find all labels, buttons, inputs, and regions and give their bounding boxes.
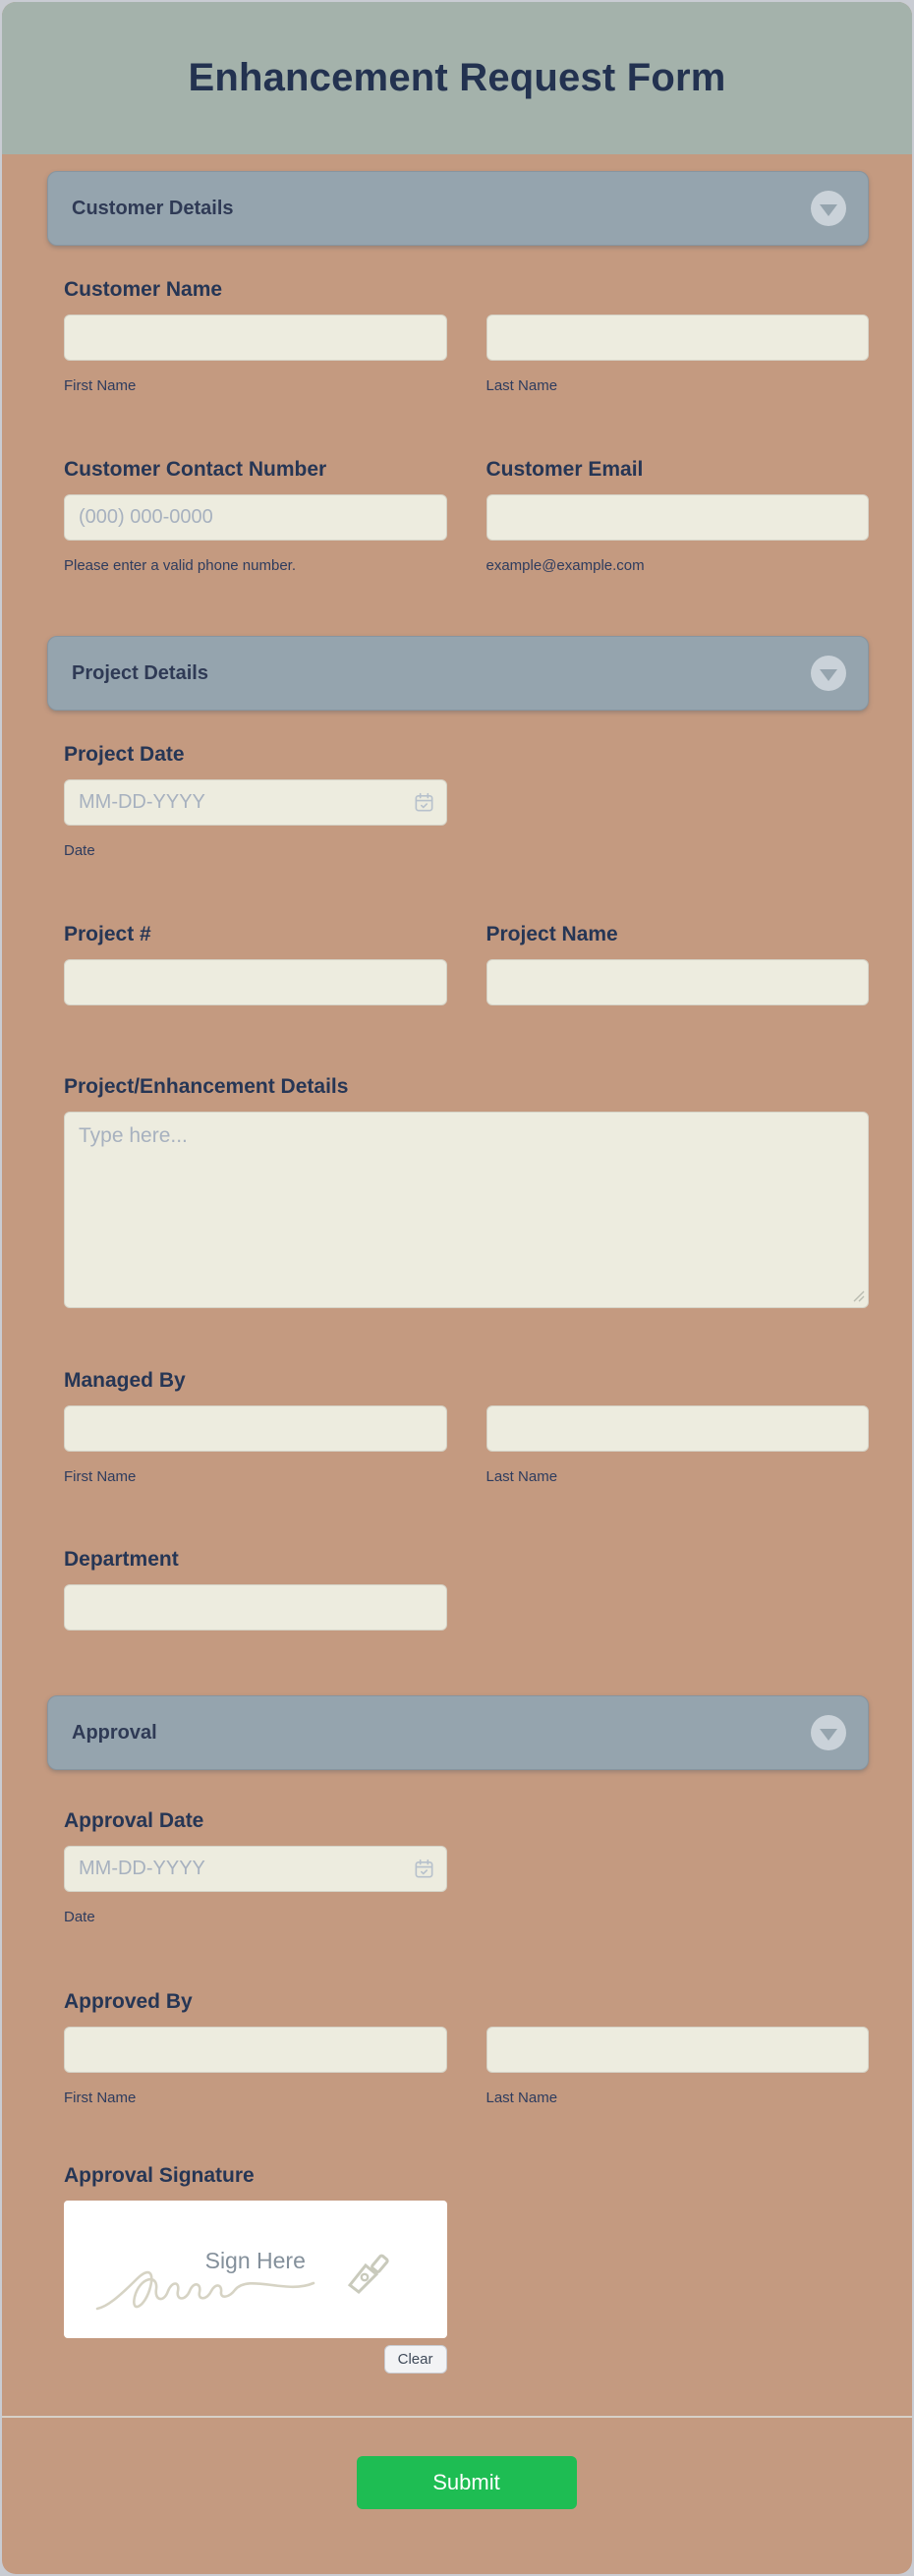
chevron-down-glyph	[820, 1729, 837, 1741]
customer-email-input[interactable]	[486, 494, 870, 541]
approved-by-last-name-input[interactable]	[486, 2027, 870, 2073]
sign-here-text: Sign Here	[204, 2248, 306, 2273]
email-hint: example@example.com	[486, 557, 645, 574]
calendar-icon[interactable]	[413, 1858, 435, 1880]
field-department	[64, 1548, 869, 1631]
field-approval-signature	[64, 2164, 869, 2374]
date-sublabel: Date	[64, 1909, 95, 1925]
field-label: Department	[64, 1548, 179, 1571]
field-label: Project #	[64, 923, 151, 945]
field-approval-date	[64, 1809, 869, 1926]
field-label: Customer Name	[64, 278, 223, 301]
department-input[interactable]	[64, 1584, 447, 1631]
field-label: Project Date	[64, 743, 185, 766]
phone-hint: Please enter a valid phone number.	[64, 557, 296, 574]
project-details-textarea[interactable]	[64, 1112, 869, 1308]
section-title: Approval	[72, 1721, 157, 1744]
first-name-sublabel: First Name	[64, 2089, 137, 2106]
last-name-sublabel: Last Name	[486, 2089, 558, 2106]
project-number-input[interactable]	[64, 959, 447, 1005]
signature-pad[interactable]	[64, 2201, 447, 2338]
customer-first-name-input[interactable]	[64, 315, 447, 361]
field-label: Project/Enhancement Details	[64, 1075, 349, 1098]
approval-date-input[interactable]	[64, 1846, 447, 1892]
form-card	[2, 2, 912, 2574]
managed-by-first-name-input[interactable]	[64, 1405, 447, 1452]
field-label: Managed By	[64, 1369, 186, 1392]
managed-by-last-name-input[interactable]	[486, 1405, 870, 1452]
customer-last-name-input[interactable]	[486, 315, 870, 361]
section-header-customer-details[interactable]	[47, 171, 869, 246]
field-project-date	[64, 743, 869, 860]
field-label: Customer Email	[486, 458, 644, 481]
customer-phone-input[interactable]	[64, 494, 447, 541]
page-title: Enhancement Request Form	[188, 56, 726, 99]
submit-button[interactable]: Submit	[357, 2456, 577, 2509]
field-managed-by	[64, 1369, 869, 1486]
field-customer-name	[64, 278, 869, 395]
field-label: Approval Date	[64, 1809, 204, 1832]
field-project-details	[64, 1075, 869, 1308]
clear-signature-button[interactable]: Clear	[384, 2345, 447, 2374]
section-title: Project Details	[72, 661, 208, 684]
first-name-sublabel: First Name	[64, 377, 137, 394]
field-label: Project Name	[486, 923, 618, 945]
last-name-sublabel: Last Name	[486, 1468, 558, 1485]
pen-nib-icon	[346, 2254, 393, 2297]
project-name-input[interactable]	[486, 959, 870, 1005]
field-approved-by	[64, 1990, 869, 2107]
field-label: Approval Signature	[64, 2164, 255, 2187]
first-name-sublabel: First Name	[64, 1468, 137, 1485]
chevron-down-icon[interactable]	[811, 656, 846, 691]
field-row-contact-email	[64, 458, 869, 575]
submit-row	[64, 2418, 869, 2574]
form-header	[2, 2, 912, 154]
field-label: Customer Contact Number	[64, 458, 327, 481]
project-date-input[interactable]	[64, 779, 447, 826]
section-header-approval[interactable]	[47, 1695, 869, 1770]
chevron-down-icon[interactable]	[811, 191, 846, 226]
date-sublabel: Date	[64, 842, 95, 859]
last-name-sublabel: Last Name	[486, 377, 558, 394]
chevron-down-glyph	[820, 204, 837, 216]
calendar-icon[interactable]	[413, 791, 435, 814]
approved-by-first-name-input[interactable]	[64, 2027, 447, 2073]
chevron-down-glyph	[820, 669, 837, 681]
section-title: Customer Details	[72, 197, 234, 219]
section-header-project-details[interactable]	[47, 636, 869, 711]
chevron-down-icon[interactable]	[811, 1715, 846, 1750]
form-body	[2, 154, 912, 2574]
field-row-project-number-name	[64, 923, 869, 1005]
field-label: Approved By	[64, 1990, 193, 2013]
signature-squiggle	[93, 2258, 339, 2317]
resize-grip-icon[interactable]	[853, 1290, 865, 1302]
